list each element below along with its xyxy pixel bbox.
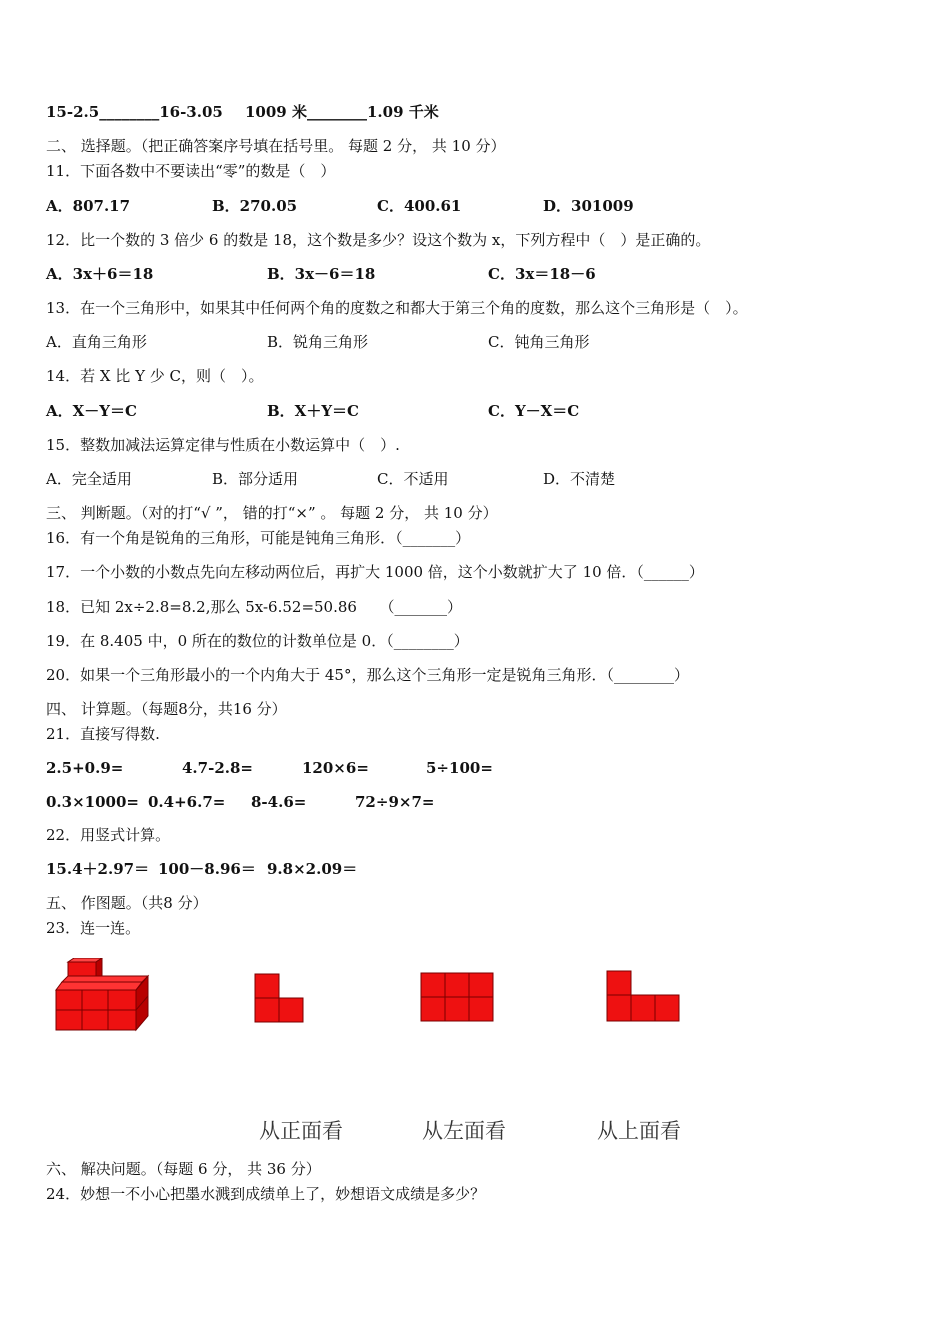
q11-option-b[interactable]: B．270.05 [212, 197, 298, 215]
section-3-title: 三、 判断题。（对的打“√ ”， 错的打“×” 。 每题 2 分， 共 10 分） [46, 504, 498, 522]
q14-option-b[interactable]: B．X＋Y＝C [267, 402, 359, 420]
q20-text: 20．如果一个三角形最小的一个内角大于 45°，那么这个三角形一定是锐角三角形．（________） [46, 666, 689, 684]
q16-text: 16．有一个角是锐角的三角形，可能是钝角三角形．（_______） [46, 529, 471, 547]
q15-option-d[interactable]: D．不清楚 [543, 470, 616, 488]
q15-option-a[interactable]: A．完全适用 [46, 470, 132, 488]
q21-item: 2.5+0.9= [46, 759, 124, 777]
q13-option-c[interactable]: C．钝角三角形 [488, 333, 590, 351]
q23-text: 23．连一连。 [46, 919, 141, 937]
view-shape-1 [254, 973, 306, 1025]
section-2-title: 二、 选择题。（把正确答案序号填在括号里。 每题 2 分， 共 10 分） [46, 137, 506, 155]
compare-right: 1009 米________1.09 千米 [245, 103, 439, 121]
section-6-title: 六、 解决问题。（每题 6 分， 共 36 分） [46, 1160, 321, 1178]
q22-item: 15.4＋2.97＝ [46, 860, 150, 878]
q12-text: 12．比一个数的 3 倍少 6 的数是 18，这个数是多少？设这个数为 x，下列方程中（ ）是正确的。 [46, 231, 711, 249]
q14-option-a[interactable]: A．X－Y＝C [46, 402, 137, 420]
section-4-title: 四、 计算题。（每题8分，共16 分） [46, 700, 287, 718]
q21-text: 21．直接写得数. [46, 725, 160, 743]
view-shape-3 [606, 970, 682, 1024]
q12-option-c[interactable]: C．3x＝18－6 [488, 265, 596, 283]
q18-text: 18．已知 2x÷2.8=8.2,那么 5x-6.52=50.86 （_______） [46, 598, 462, 616]
view-label-front: 从正面看 [259, 1119, 343, 1143]
section-5-title: 五、 作图题。（共8 分） [46, 894, 208, 912]
q12-option-b[interactable]: B．3x－6＝18 [267, 265, 376, 283]
q21-item: 0.4+6.7= [148, 793, 226, 811]
q21-item: 8-4.6= [251, 793, 307, 811]
q13-option-b[interactable]: B．锐角三角形 [267, 333, 369, 351]
q22-item: 9.8×2.09＝ [267, 860, 358, 878]
q14-option-c[interactable]: C．Y－X＝C [488, 402, 580, 420]
cube-stack-figure [52, 958, 152, 1032]
q24-text: 24．妙想一不小心把墨水溅到成绩单上了，妙想语文成绩是多少？ [46, 1185, 486, 1203]
q19-text: 19．在 8.405 中，0 所在的数位的计数单位是 0．（________） [46, 632, 469, 650]
q11-text: 11．下面各数中不要读出“零”的数是（ ） [46, 162, 336, 180]
q21-item: 0.3×1000= [46, 793, 139, 811]
q22-item: 100－8.96＝ [158, 860, 256, 878]
q15-option-b[interactable]: B．部分适用 [212, 470, 299, 488]
q13-option-a[interactable]: A．直角三角形 [46, 333, 147, 351]
q15-option-c[interactable]: C．不适用 [377, 470, 449, 488]
q15-text: 15．整数加减法运算定律与性质在小数运算中（ ）. [46, 436, 400, 454]
q12-option-a[interactable]: A．3x＋6＝18 [46, 265, 154, 283]
q21-item: 4.7-2.8= [182, 759, 253, 777]
q21-item: 5÷100= [426, 759, 493, 777]
view-shape-2 [420, 972, 496, 1024]
q11-option-c[interactable]: C．400.61 [377, 197, 462, 215]
q22-text: 22．用竖式计算。 [46, 826, 171, 844]
compare-left: 15-2.5________16-3.05 [46, 103, 223, 121]
q11-option-a[interactable]: A．807.17 [46, 197, 131, 215]
q13-text: 13．在一个三角形中，如果其中任何两个角的度数之和都大于第三个角的度数，那么这个三角形是（ ）。 [46, 299, 748, 317]
q14-text: 14．若 X 比 Y 少 C，则（ ）。 [46, 367, 264, 385]
view-label-top: 从上面看 [597, 1119, 681, 1143]
view-label-left: 从左面看 [422, 1119, 506, 1143]
q21-item: 72÷9×7= [355, 793, 435, 811]
q11-option-d[interactable]: D．301009 [543, 197, 634, 215]
q17-text: 17．一个小数的小数点先向左移动两位后，再扩大 1000 倍，这个小数就扩大了 10 倍．（______） [46, 563, 704, 581]
q21-item: 120×6= [302, 759, 369, 777]
